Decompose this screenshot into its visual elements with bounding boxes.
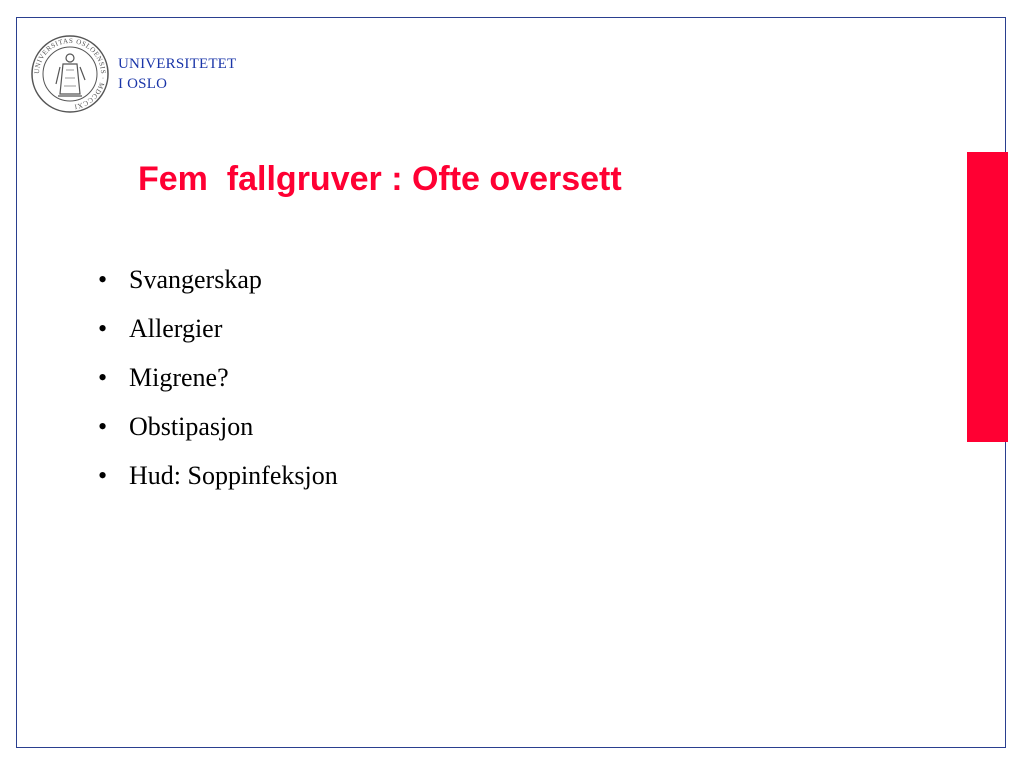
bullet-dot: • [98, 265, 108, 294]
bullet-item [98, 360, 338, 409]
bullet-dot: • [98, 314, 108, 343]
svg-text:UNIVERSITAS OSLOENSIS · MDCCCX [33, 37, 107, 111]
bullet-dot: • [98, 412, 108, 441]
bullet-item [98, 262, 338, 311]
bullet-item [98, 409, 338, 458]
slide-title: Fem fallgruver : Ofte oversett [138, 160, 622, 198]
bullet-text: Allergier [129, 314, 223, 343]
bullet-item [98, 311, 338, 360]
bullet-text: Obstipasjon [129, 412, 254, 441]
bullet-text: Hud: Soppinfeksjon [129, 461, 338, 490]
seal-text: UNIVERSITAS OSLOENSIS · MDCCCXI [32, 36, 108, 111]
university-name-line2: I OSLO [118, 76, 168, 92]
bullet-text: Migrene? [129, 363, 229, 392]
bullet-dot: • [98, 363, 108, 392]
bullet-list [98, 262, 338, 507]
bullet-dot: • [98, 461, 108, 490]
university-name-line1: UNIVERSITETET [118, 56, 237, 72]
accent-bar [967, 152, 1008, 442]
university-name [118, 54, 236, 94]
bullet-item [98, 458, 338, 507]
university-seal-icon [30, 34, 110, 114]
bullet-text: Svangerskap [129, 265, 262, 294]
